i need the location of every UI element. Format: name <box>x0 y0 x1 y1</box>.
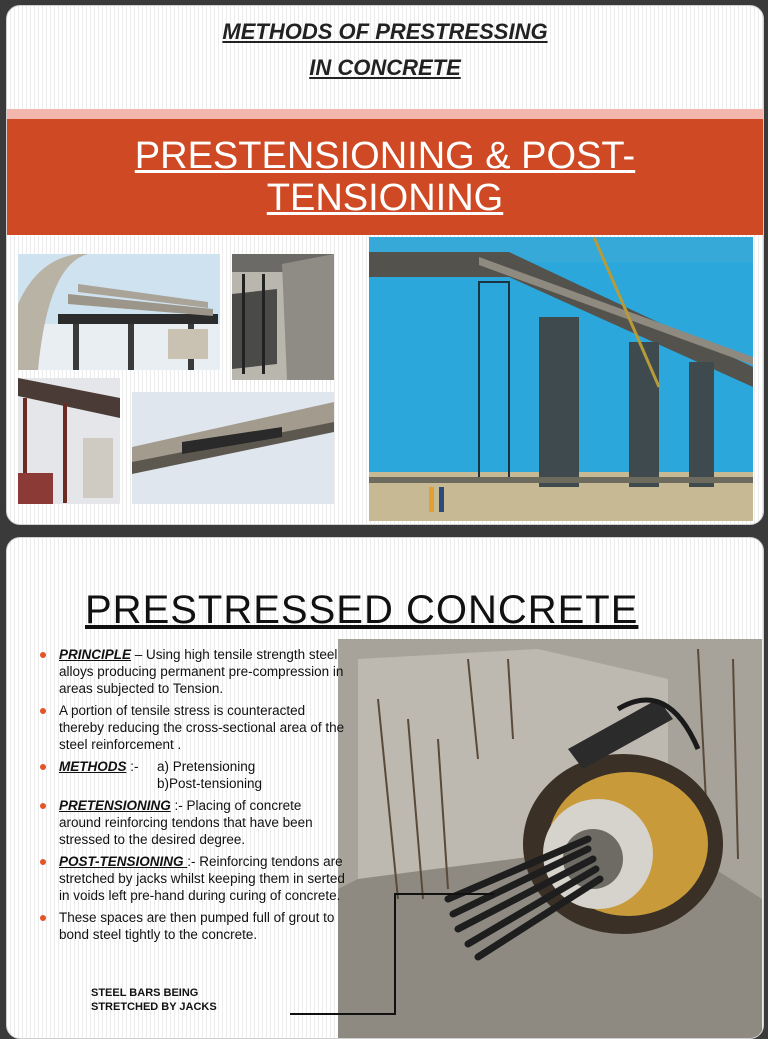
methods-term: METHODS <box>59 759 127 774</box>
list-item <box>37 797 347 848</box>
principle-text: – Using high tensile strength steel alloys producing permanent pre-compression in areas subjected to Tension. <box>59 647 344 696</box>
principle-term: PRINCIPLE <box>59 647 132 662</box>
viaduct-construction-photo <box>369 237 753 521</box>
tensile-text: A portion of tensile stress is counteracted thereby reducing the cross-sectional area of the steel reinforcement . <box>59 703 345 752</box>
list-item <box>37 702 347 753</box>
photo-caption <box>91 986 217 1014</box>
methods-sep: :- <box>126 759 139 774</box>
title-band <box>7 119 763 235</box>
slide-2-title: PRESTRESSED CONCRETE <box>85 588 639 632</box>
callout-line-bottom <box>290 1013 396 1015</box>
methods-option-a: a) Pretensioning <box>157 759 256 774</box>
slide-1-title-line-1: METHODS OF PRESTRESSING <box>222 19 548 44</box>
pretensioning-term: PRETENSIONING <box>59 798 171 813</box>
callout-line-top <box>394 893 494 895</box>
list-item <box>37 853 347 904</box>
post-tensioning-text: :- Reinforcing tendons are stretched by jacks whilst keeping them in serted in voids left pre-hand during curing of concrete. <box>59 854 345 903</box>
slide-2 <box>6 537 764 1039</box>
girder-lifting-photo <box>132 392 334 504</box>
segment-lifting-photo <box>232 254 334 380</box>
post-tensioning-term: POST-TENSIONING <box>59 854 188 869</box>
jack-stressing-photo <box>338 639 762 1039</box>
caption-line-2: STRETCHED BY JACKS <box>91 1001 217 1013</box>
bullet-list <box>37 646 347 948</box>
bridge-construction-arch-photo <box>18 254 220 370</box>
methods-option-b: b)Post-tensioning <box>157 776 263 791</box>
band-title-line-2: TENSIONING <box>266 177 504 219</box>
slide-1 <box>6 5 764 525</box>
grout-text: These spaces are then pumped full of grout to bond steel tightly to the concrete. <box>59 910 335 942</box>
pier-construction-photo <box>18 378 120 504</box>
list-item <box>37 909 347 943</box>
band-title-line-1: PRESTENSIONING & POST- <box>134 135 636 177</box>
list-item <box>37 758 347 792</box>
list-item <box>37 646 347 697</box>
callout-line-vertical <box>394 893 396 1015</box>
slide-1-title-line-2: IN CONCRETE <box>309 55 461 80</box>
pink-divider <box>7 109 763 119</box>
pretensioning-text: :- Placing of concrete around reinforcing tendons that have been stressed to the desired degree. <box>59 798 313 847</box>
caption-line-1: STEEL BARS BEING <box>91 987 199 999</box>
